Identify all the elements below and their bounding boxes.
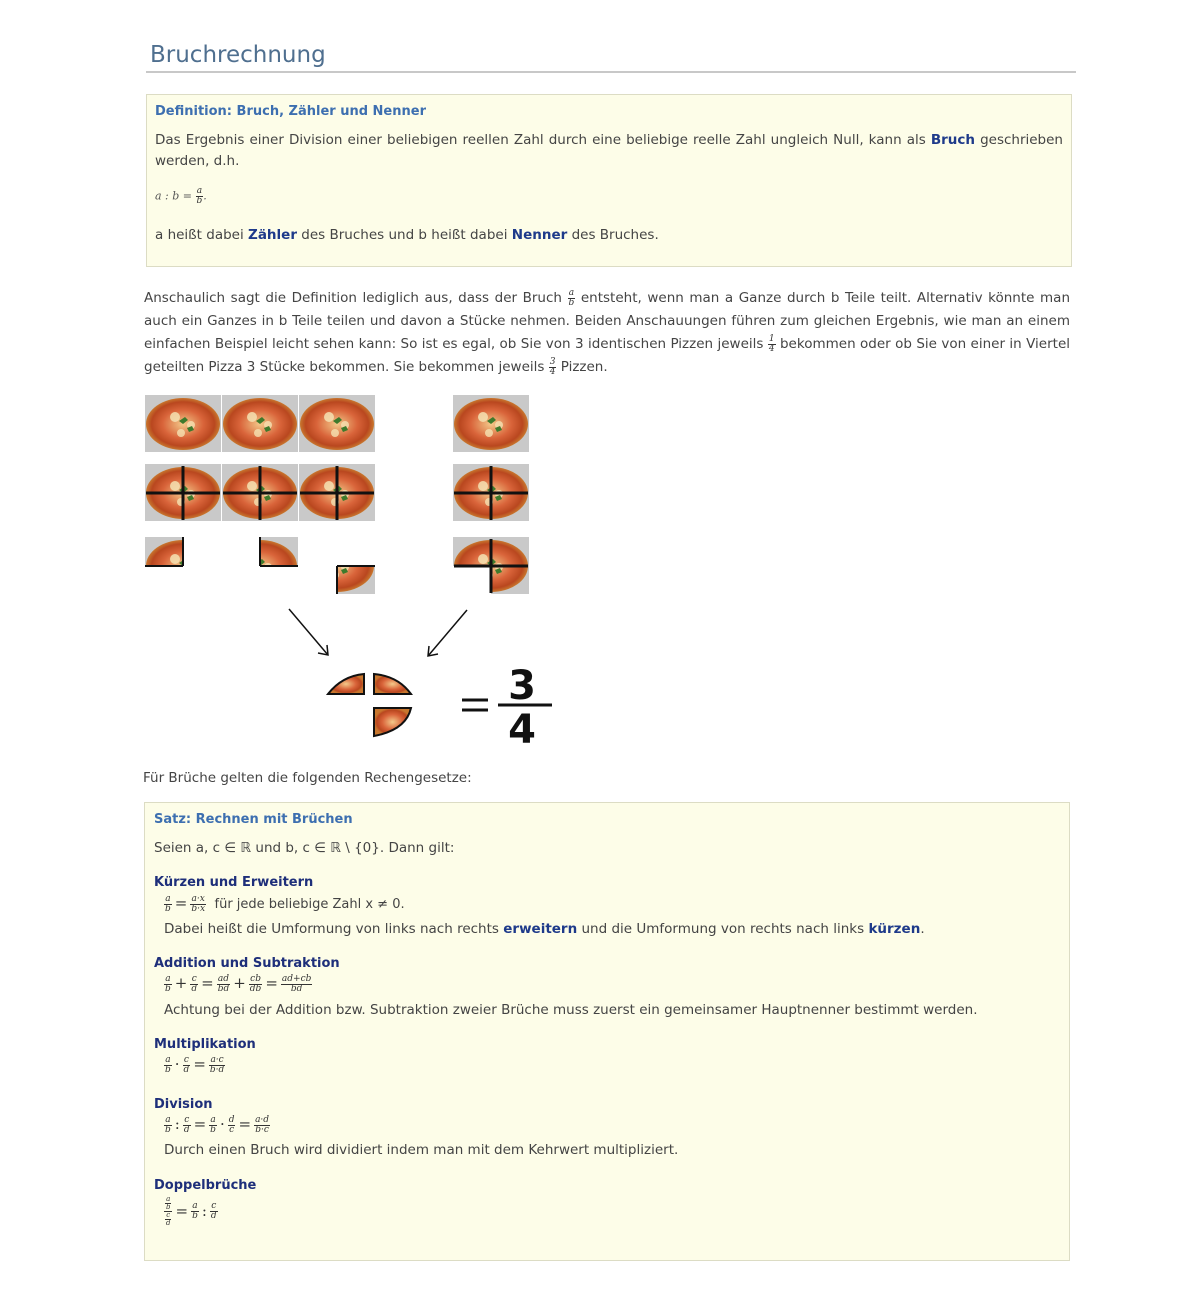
pizza-row-1 xyxy=(145,395,529,452)
arrows xyxy=(289,609,467,656)
section-title-doppelbrueche: Doppelbrüche xyxy=(154,1178,257,1193)
section-title-multiplikation: Multiplikation xyxy=(154,1037,256,1052)
satz-box xyxy=(144,802,1070,1261)
frac-num: a xyxy=(196,186,203,196)
text-part: und die Umformung von rechts nach links xyxy=(581,921,865,937)
keyword-zaehler: Zähler xyxy=(248,227,297,243)
text-part: Pizzen. xyxy=(560,359,608,375)
formula-multiplikation: $\frac{a}{b}$ · $\frac{c}{d}$ = $\frac{a\cdot c}{b\cdot d}$ xyxy=(165,1054,225,1075)
section-title-kuerzen: Kürzen und Erweitern xyxy=(154,875,314,890)
frac-num: a xyxy=(568,287,575,298)
frac-num: 3 xyxy=(549,356,556,367)
note-addition: Achtung bei der Addition bzw. Subtraktion zweier Brüche muss zuerst ein gemeinsamer Hauptnenner bestimmt werden. xyxy=(164,1002,978,1018)
frac-den: b xyxy=(196,196,203,206)
text-part: des Bruches und b heißt dabei xyxy=(301,227,508,243)
text-part: a heißt dabei xyxy=(155,227,244,243)
keyword-bruch: Bruch xyxy=(930,132,975,148)
formula-kuerzen-text: für jede beliebige Zahl x ≠ 0. xyxy=(214,897,405,912)
frac-den: b xyxy=(568,297,575,308)
text-part: des Bruches. xyxy=(571,227,659,243)
definition-text-part: geschrieben werden, d.h. xyxy=(155,132,1063,169)
frac-num: 1 xyxy=(768,333,775,344)
three-quarter-pieces xyxy=(328,674,411,736)
formula-lhs: a : b = xyxy=(155,189,193,203)
equals-sign xyxy=(462,700,488,710)
pizza-row-2-quartered xyxy=(145,464,529,521)
text-part: Dabei heißt die Umformung von links nach rechts xyxy=(164,921,499,937)
definition-text-part: Das Ergebnis einer Division einer beliebigen reellen Zahl durch eine beliebige reelle Zahl ungleich Null, kann als xyxy=(155,132,926,148)
section-title-addition: Addition und Subtraktion xyxy=(154,956,340,971)
definition-heading: Definition: Bruch, Zähler und Nenner xyxy=(155,104,426,119)
formula-end: . xyxy=(203,189,207,203)
formula-doppelbrueche: $\frac{\frac{a}{b}}{\frac{c}{d}}$ = $\frac{a}{b}$ : $\frac{c}{d}$ xyxy=(166,1195,217,1227)
formula-kuerzen: $\frac{a}{b}$ = $\frac{a\cdot x}{b\cdot x}$ für jede beliebige Zahl x ≠ 0. xyxy=(165,893,405,914)
keyword-erweitern: erweitern xyxy=(503,921,578,937)
pizza-row-3-pieces xyxy=(145,537,529,594)
formula-division: $\frac{a}{b}$ : $\frac{c}{d}$ = $\frac{a}{b}$ · $\frac{d}{c}$ = $\frac{a\cdot d}{b\cdot c}$ xyxy=(165,1114,270,1135)
result-denominator: 4 xyxy=(508,707,536,753)
formula-addition: $\frac{a}{b}$ + $\frac{c}{d}$ = $\frac{ad}{bd}$ + $\frac{cb}{db}$ = $\frac{ad+cb}{bd}$ xyxy=(165,973,312,994)
frac-den: 4 xyxy=(768,343,775,354)
text-part: . xyxy=(920,921,925,937)
text-part: entsteht, wenn man a Ganze durch b Teile teilt. Alternativ könnte man auch ein Ganzes in b Teile teilen und davon a Stücke nehmen. Beiden Anschauungen führen zum gleichen Ergebnis, wie man an einem einfachen Beispiel leicht sehen kann: So ist es egal, ob Sie von 3 identischen Pizzen jeweils xyxy=(144,290,1070,352)
text-part: Anschaulich sagt die Definition lediglich aus, dass der Bruch xyxy=(144,290,562,306)
note-kuerzen xyxy=(164,919,925,940)
result-numerator: 3 xyxy=(508,663,536,709)
keyword-kuerzen: kürzen xyxy=(868,921,921,937)
satz-intro: Seien a, c ∈ ℝ und b, c ∈ ℝ \ {0}. Dann gilt: xyxy=(154,840,455,856)
satz-heading: Satz: Rechnen mit Brüchen xyxy=(154,812,353,827)
section-title-division: Division xyxy=(154,1097,213,1112)
note-division: Durch einen Bruch wird dividiert indem man mit dem Kehrwert multipliziert. xyxy=(164,1142,679,1158)
text-part: bekommen oder ob Sie von einer in Viertel geteilten Pizza 3 Stücke bekommen. Sie bekommen jeweils xyxy=(144,336,1070,375)
page-title: Bruchrechnung xyxy=(150,42,326,68)
frac-den: 4 xyxy=(549,366,556,377)
transition-text: Für Brüche gelten die folgenden Rechengesetze: xyxy=(143,770,472,786)
keyword-nenner: Nenner xyxy=(511,227,568,243)
